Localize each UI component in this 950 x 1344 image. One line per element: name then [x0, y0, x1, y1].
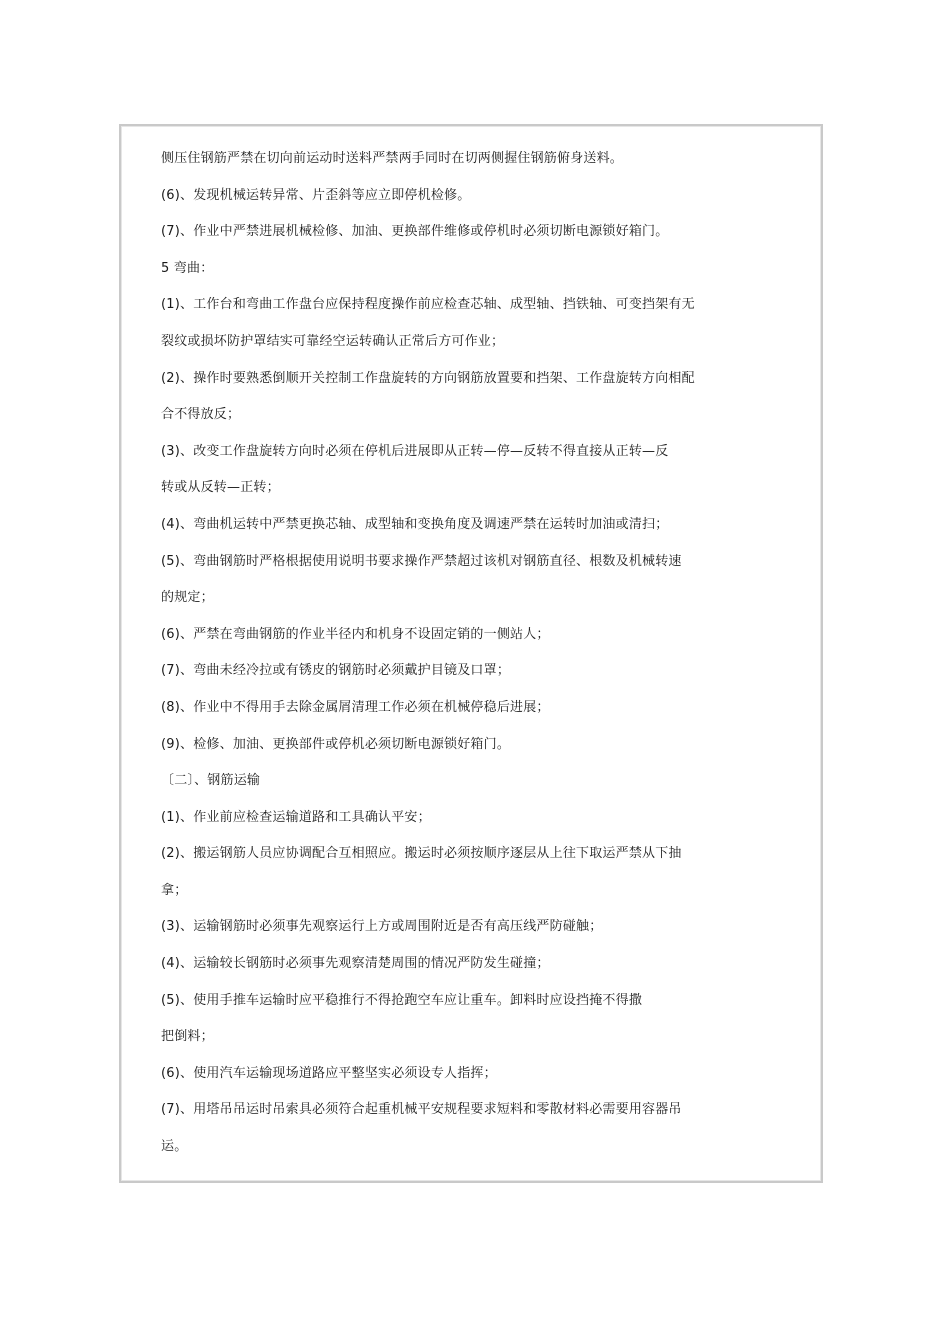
text-line: (7)、作业中严禁进展机械检修、加油、更换部件维修或停机时必须切断电源锁好箱门。 — [161, 224, 669, 240]
text-line: 侧压住钢筋严禁在切向前运动时送料严禁两手同时在切两侧握住钢筋俯身送料。 — [161, 151, 624, 166]
section-heading: 5 弯曲： — [161, 260, 214, 276]
text-line: 把倒料； — [161, 1029, 214, 1045]
text-line: 转或从反转—正转； — [161, 480, 280, 496]
text-line: (5)、弯曲钢筋时严格根据使用说明书要求操作严禁超过该机对钢筋直径、根数及机械转速 — [161, 553, 682, 569]
text-line: (1)、工作台和弯曲工作盘台应保持程度操作前应检查芯轴、成型轴、挡铁轴、可变挡架有无 — [161, 297, 695, 313]
document-body — [161, 145, 781, 1170]
text-line: (3)、改变工作盘旋转方向时必须在停机后进展即从正转—停—反转不得直接从正转—反 — [161, 443, 669, 459]
text-line: 拿； — [161, 882, 188, 898]
text-line: (2)、搬运钢筋人员应协调配合互相照应。搬运时必须按顺序逐层从上往下取运严禁从下抽 — [161, 846, 682, 862]
text-line: 裂纹或损坏防护罩结实可靠经空运转确认正常后方可作业； — [161, 333, 505, 349]
text-line: (2)、操作时要熟悉倒顺开关控制工作盘旋转的方向钢筋放置要和挡架、工作盘旋转方向相配 — [161, 370, 695, 386]
text-line: (8)、作业中不得用手去除金属屑清理工作必须在机械停稳后进展； — [161, 699, 550, 715]
text-line: (7)、用塔吊吊运时吊索具必须符合起重机械平安规程要求短料和零散材料必需要用容器吊 — [161, 1102, 682, 1118]
text-line: (6)、发现机械运转异常、片歪斜等应立即停机检修。 — [161, 187, 471, 203]
text-line: (4)、弯曲机运转中严禁更换芯轴、成型轴和变换角度及调速严禁在运转时加油或清扫； — [161, 516, 669, 532]
text-line: (9)、检修、加油、更换部件或停机必须切断电源锁好箱门。 — [161, 736, 511, 752]
text-line: (3)、运输钢筋时必须事先观察运行上方或周围附近是否有高压线严防碰触； — [161, 919, 603, 935]
text-line: (1)、作业前应检查运输道路和工具确认平安； — [161, 809, 431, 825]
document-frame — [119, 124, 823, 1183]
section-heading: 〔二〕、钢筋运输 — [161, 773, 261, 789]
text-line: (5)、使用手推车运输时应平稳推行不得抢跑空车应让重车。卸料时应设挡掩不得撒 — [161, 992, 643, 1008]
text-line: (4)、运输较长钢筋时必须事先观察清楚周围的情况严防发生碰撞； — [161, 956, 550, 972]
text-line: (6)、使用汽车运输现场道路应平整坚实必须设专人指挥； — [161, 1065, 497, 1081]
text-line: 合不得放反； — [161, 407, 241, 423]
text-line: (6)、严禁在弯曲钢筋的作业半径内和机身不设固定销的一侧站人； — [161, 626, 550, 642]
text-line: 运。 — [161, 1139, 188, 1155]
text-line: 的规定； — [161, 590, 214, 606]
text-line: (7)、弯曲未经冷拉或有锈皮的钢筋时必须戴护目镜及口罩； — [161, 663, 511, 679]
